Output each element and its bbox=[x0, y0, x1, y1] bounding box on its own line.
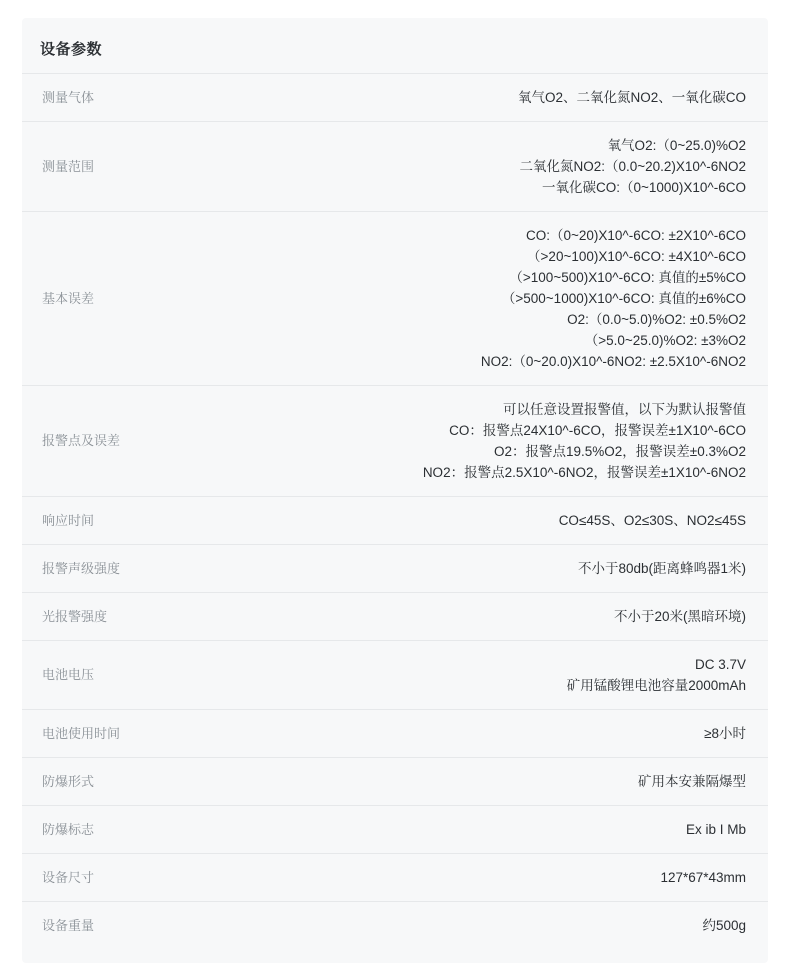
table-row bbox=[22, 641, 768, 710]
spec-value-line: NO2:（0~20.0)X10^-6NO2: ±2.5X10^-6NO2 bbox=[480, 354, 746, 369]
table-row bbox=[22, 854, 768, 902]
spec-value-line: （>100~500)X10^-6CO: 真值的±5%CO bbox=[509, 270, 746, 285]
spec-value-line: 二氧化氮NO2:（0.0~20.2)X10^-6NO2 bbox=[519, 159, 746, 174]
spec-value-line: CO：报警点24X10^-6CO，报警误差±1X10^-6CO bbox=[449, 423, 746, 438]
spec-label: 防爆形式 bbox=[42, 773, 95, 789]
spec-label: 响应时间 bbox=[42, 512, 95, 528]
spec-value bbox=[202, 710, 768, 758]
spec-value-line: 矿用本安兼隔爆型 bbox=[638, 774, 746, 789]
spec-value-line: （>5.0~25.0)%O2: ±3%O2 bbox=[584, 333, 746, 348]
spec-label: 设备重量 bbox=[42, 917, 95, 933]
spec-value-line: 氧气O2:（0~25.0)%O2 bbox=[607, 138, 746, 153]
table-row bbox=[22, 545, 768, 593]
spec-value bbox=[202, 386, 768, 497]
table-row bbox=[22, 386, 768, 497]
spec-label: 报警点及误差 bbox=[42, 433, 121, 448]
spec-value-line: O2：报警点19.5%O2，报警误差±0.3%O2 bbox=[494, 444, 746, 459]
spec-value bbox=[202, 497, 768, 545]
spec-label: 光报警强度 bbox=[42, 608, 108, 624]
spec-value bbox=[202, 641, 768, 710]
spec-label: 测量范围 bbox=[42, 158, 95, 174]
device-parameters-table bbox=[22, 73, 768, 949]
table-row bbox=[22, 122, 768, 212]
spec-value-line: （>500~1000)X10^-6CO: 真值的±6%CO bbox=[501, 291, 746, 306]
spec-label: 基本误差 bbox=[42, 290, 95, 306]
spec-value-line: 不小于80db(距离蜂鸣器1米) bbox=[577, 561, 746, 576]
table-row bbox=[22, 497, 768, 545]
spec-value-line: （>20~100)X10^-6CO: ±4X10^-6CO bbox=[527, 249, 746, 264]
spec-value bbox=[202, 74, 768, 122]
spec-label: 测量气体 bbox=[42, 89, 95, 105]
spec-value bbox=[202, 122, 768, 212]
spec-value-line: O2:（0.0~5.0)%O2: ±0.5%O2 bbox=[567, 312, 746, 327]
spec-value-line: 一氧化碳CO:（0~1000)X10^-6CO bbox=[541, 180, 746, 195]
spec-table-body bbox=[22, 74, 768, 950]
spec-value-line: CO≤45S、O2≤30S、NO2≤45S bbox=[558, 513, 746, 528]
page-title: 设备参数 bbox=[40, 41, 103, 58]
spec-value-line: 可以任意设置报警值，以下为默认报警值 bbox=[503, 402, 746, 417]
spec-value bbox=[202, 545, 768, 593]
table-row bbox=[22, 710, 768, 758]
spec-label: 防爆标志 bbox=[42, 821, 95, 837]
spec-value-line: 矿用锰酸锂电池容量2000mAh bbox=[566, 678, 746, 693]
spec-value-line: Ex ib I Mb bbox=[685, 822, 746, 837]
spec-value-line: NO2：报警点2.5X10^-6NO2，报警误差±1X10^-6NO2 bbox=[422, 465, 746, 480]
table-row bbox=[22, 758, 768, 806]
table-row bbox=[22, 902, 768, 950]
spec-value bbox=[202, 854, 768, 902]
spec-value-line: 不小于20米(黑暗环境) bbox=[613, 609, 746, 624]
spec-value-line: 约500g bbox=[702, 918, 746, 933]
spec-label: 设备尺寸 bbox=[42, 869, 95, 885]
spec-value-line: ≥8小时 bbox=[704, 726, 746, 741]
spec-value-line: DC 3.7V bbox=[694, 657, 746, 672]
spec-value bbox=[202, 212, 768, 386]
spec-value-line: 氧气O2、二氧化氮NO2、一氧化碳CO bbox=[517, 90, 746, 105]
device-parameters-panel bbox=[22, 18, 768, 963]
table-row bbox=[22, 593, 768, 641]
spec-label: 电池使用时间 bbox=[42, 725, 121, 741]
spec-label: 电池电压 bbox=[42, 667, 95, 682]
table-row bbox=[22, 212, 768, 386]
table-row bbox=[22, 74, 768, 122]
spec-label: 报警声级强度 bbox=[42, 560, 121, 576]
spec-value bbox=[202, 593, 768, 641]
spec-value bbox=[202, 902, 768, 950]
spec-value-line: 127*67*43mm bbox=[660, 870, 746, 885]
spec-value bbox=[202, 758, 768, 806]
spec-value-line: CO:（0~20)X10^-6CO: ±2X10^-6CO bbox=[525, 228, 746, 243]
